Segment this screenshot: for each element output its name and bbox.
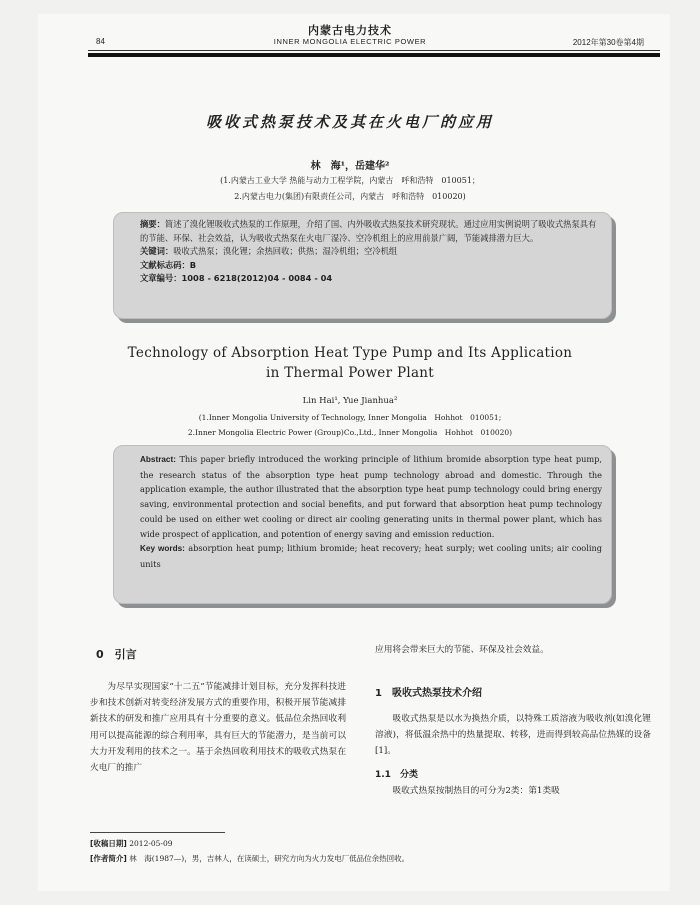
author-bio-label: [作者简介] [90, 854, 127, 863]
article-no: 1008 - 6218(2012)04 - 0084 - 04 [181, 273, 333, 283]
journal-title-en: INNER MONGOLIA ELECTRIC POWER [273, 37, 427, 46]
doc-code-label: 文献标志码： [140, 259, 190, 270]
paper-title-en-line2: in Thermal Power Plant [265, 365, 435, 381]
abstract-cn-text: 简述了溴化锂吸收式热泵的工作原理，介绍了国、内外吸收式热泵技术研究现状。通过应用实例说明了吸收式热泵具有的节能、环保、社会效益，认为吸收式热泵在火电厂湿冷、空冷机组上的应用前景广阔，节能减排潜力巨大。 [140, 219, 597, 243]
abstract-cn-label: 摘要： [140, 219, 165, 229]
author-bio-text: 林 海(1987—)，男，吉林人，在读硕士，研究方向为火力发电厂低品位余热回收。 [129, 854, 410, 863]
authors-cn: 林 海¹，岳建华² [310, 161, 390, 172]
affiliation-cn-2: 2.内蒙古电力(集团)有限责任公司，内蒙古 呼和浩特 010020) [234, 192, 466, 201]
keywords-cn-label: 关键词： [140, 246, 174, 256]
section-1-1-heading: 1.1 分类 [375, 770, 418, 780]
paper-title-en [0, 343, 700, 383]
received-label: [收稿日期] [90, 839, 127, 848]
abstract-en-label: Abstract: [140, 455, 176, 464]
keywords-en-label: Key words: [140, 544, 185, 554]
paper-title-cn: 吸收式热泵技术及其在火电厂的应用 [205, 113, 494, 131]
journal-title-cn: 内蒙古电力技术 [308, 24, 392, 37]
section-1-paragraph: 吸收式热泵是以水为换热介质，以特殊工质溶液为吸收剂(如溴化锂溶液)，将低温余热中的热量提取、转移，进而得到较高品位热媒的设备[1]。 [375, 714, 651, 757]
footnote-rule [90, 832, 225, 833]
authors-en: Lin Hai¹, Yue Jianhua² [302, 396, 398, 406]
paper-title-en-line1: Technology of Absorption Heat Type Pump and Its Application [127, 345, 573, 361]
doc-code: B [189, 259, 197, 270]
article-no-label: 文章编号： [140, 273, 182, 283]
keywords-en: absorption heat pump; lithium bromide; heat recovery; heat surply; wet cooling units; air cooling units [140, 543, 602, 569]
abstract-en [126, 452, 602, 572]
section-0-continued: 应用将会带来巨大的节能、环保及社会效益。 [375, 645, 549, 655]
issue-info: 2012年第30卷第4期 [572, 38, 644, 47]
abstract-en-text: This paper briefly introduced the working principle of lithium bromide absorption type heat pump, the research status of the absorption type heat pump technology abroad and domestic. Through the application example, the author illustrated that the absorption type heat pump technology could bring energy saving, environmental protection and social benefits, and put forward that absorption heat pump technology could be used on either wet cooling or direct air cooling generating units in thermal power plant, which has wide prospect of application, and potention of energy saving and emission reduction. [140, 454, 602, 539]
affiliation-en-1: (1.Inner Mongolia University of Technology, Inner Mongolia Hohhot 010051; [198, 413, 502, 422]
section-0-heading: 0 引言 [96, 648, 137, 661]
header-rule-thin [88, 50, 660, 51]
received-date [90, 838, 173, 849]
author-bio [90, 853, 409, 864]
section-1-heading: 1 吸收式热泵技术介绍 [375, 688, 482, 699]
abstract-cn [126, 218, 604, 286]
keywords-cn: 吸收式热泵；溴化锂；余热回收；供热；湿冷机组；空冷机组 [173, 246, 398, 256]
page-number: 84 [96, 37, 105, 46]
affiliation-cn-1: (1.内蒙古工业大学 热能与动力工程学院，内蒙古 呼和浩特 010051； [220, 176, 480, 185]
received-value: 2012-05-09 [129, 839, 173, 848]
header-rule-thick [88, 53, 660, 57]
section-1-1-paragraph: 吸收式热泵按制热目的可分为2类：第1类吸 [392, 786, 560, 796]
affiliation-en-2: 2.Inner Mongolia Electric Power (Group)Co.,Ltd., Inner Mongolia Hohhot 010020) [187, 428, 513, 437]
section-0-paragraph: 为尽早实现国家“十二五”节能减排计划目标，充分发挥科技进步和技术创新对转变经济发展方式的重要作用，积极开展节能减排新技术的研发和推广应用具有十分重要的意义。低品位余热回收利用可以提高能源的综合利用率，具有巨大的节能潜力，是当前可以大力开发利用的技术之一。基于余热回收利用技术的吸收式热泵在火电厂的推广 [90, 682, 346, 774]
